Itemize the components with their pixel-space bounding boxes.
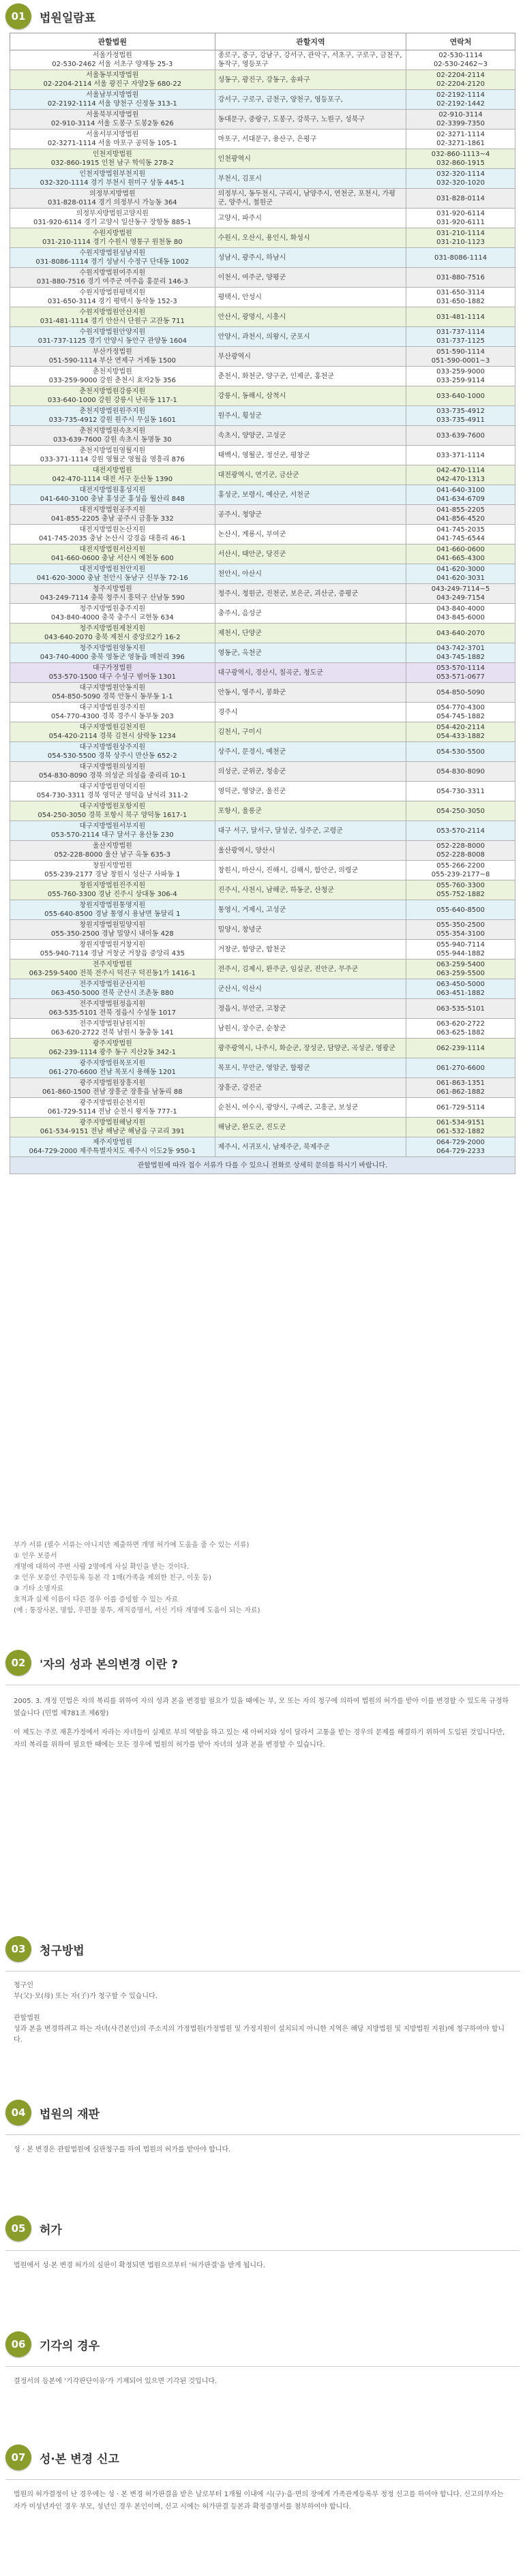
table-row	[10, 861, 515, 880]
contact-cell: 02-3271-1114 02-3271-1861	[406, 129, 515, 149]
table-row	[10, 624, 515, 643]
table-row	[10, 683, 515, 703]
court-name-cell: 대전지방법원 042-470-1114 대전 서구 둔산동 1390	[10, 465, 215, 485]
court-name-cell: 대전지방법원서산지원 041-660-0600 충남 서산시 예천동 600	[10, 545, 215, 564]
section-title: 성·본 변경 신고	[40, 2452, 119, 2466]
section-02-header	[5, 1649, 178, 1676]
contact-cell: 031-737-1114 031-737-1125	[406, 327, 515, 347]
contact-cell: 033-639-7600	[406, 426, 515, 446]
table-row	[10, 742, 515, 762]
contact-cell: 052-228-8000 052-228-8008	[406, 841, 515, 861]
table-row	[10, 485, 515, 505]
section-05-body	[14, 2260, 511, 2279]
contact-cell: 041-640-3100 041-634-6709	[406, 485, 515, 505]
region-cell: 진주시, 사천시, 남해군, 하동군, 산청군	[215, 880, 406, 900]
region-cell: 동대문구, 중랑구, 도봉구, 강북구, 노원구, 성북구	[215, 110, 406, 129]
contact-cell: 061-863-1351 061-862-1882	[406, 1078, 515, 1098]
table-footer-row	[10, 1157, 515, 1174]
region-cell: 순천시, 여수시, 광양시, 구례군, 고흥군, 보성군	[215, 1098, 406, 1118]
region-cell: 홍성군, 보령시, 예산군, 서천군	[215, 485, 406, 505]
table-row	[10, 90, 515, 110]
region-cell: 대구 서구, 달서구, 달성군, 성주군, 고령군	[215, 821, 406, 841]
table-row	[10, 1137, 515, 1157]
table-row	[10, 979, 515, 999]
section-number-badge: 02	[5, 1650, 31, 1676]
table-row	[10, 525, 515, 545]
court-name-cell: 제주지방법원 064-729-2000 제주특별자치도 제주시 이도2동 950-1	[10, 1137, 215, 1157]
contact-cell: 063-259-5400 063-259-5500	[406, 960, 515, 979]
region-cell: 광주광역시, 나주시, 화순군, 장성군, 담양군, 곡성군, 영광군	[215, 1039, 406, 1058]
region-cell: 서산시, 태안군, 당진군	[215, 545, 406, 564]
contact-cell: 053-570-1114 053-571-0677	[406, 663, 515, 683]
region-cell: 울산광역시, 양산시	[215, 841, 406, 861]
paragraph: 법원에서 성·본 변경 허가의 심판이 확정되면 법원으로부터 '허가판결'을 받게 됩니다.	[14, 2262, 265, 2269]
section-number-badge: 05	[5, 2215, 31, 2241]
table-row	[10, 920, 515, 940]
region-cell: 밀양시, 창녕군	[215, 920, 406, 940]
region-cell: 제주시, 서귀포시, 남제주군, 북제주군	[215, 1137, 406, 1157]
region-cell: 마포구, 서대문구, 용산구, 은평구	[215, 129, 406, 149]
divider	[5, 2479, 520, 2480]
section-number-badge: 04	[5, 2100, 31, 2126]
paragraph: 결정서의 등본에 '기각판단이유'가 기재되어 있으면 기각된 것입니다.	[14, 2378, 217, 2385]
section-title: 허가	[40, 2223, 62, 2237]
section-05-header	[5, 2215, 62, 2242]
contact-cell: 063-535-5101	[406, 999, 515, 1019]
contact-cell: 054-530-5500	[406, 742, 515, 762]
contact-cell: 061-534-9151 061-532-1882	[406, 1118, 515, 1137]
table-row	[10, 564, 515, 584]
region-cell: 군산시, 익산시	[215, 979, 406, 999]
table-row	[10, 821, 515, 841]
section-04-body	[14, 2144, 511, 2163]
court-name-cell: 광주지방법원순천지원 061-729-5114 전남 순천시 왕지동 777-1	[10, 1098, 215, 1118]
note-line: ② 인우 보증인 주민등록 등본 각 1매(가족을 제외한 친구, 이웃 등)	[14, 1574, 211, 1582]
table-row	[10, 347, 515, 367]
divider	[5, 2366, 520, 2367]
court-table	[10, 33, 515, 1174]
note-line: ① 인우 보증서	[14, 1552, 57, 1560]
court-name-cell: 광주지방법원장흥지원 061-860-1500 전남 장흥군 장흥읍 남동리 88	[10, 1078, 215, 1098]
table-row	[10, 228, 515, 248]
section-06-header	[5, 2331, 100, 2358]
court-name-cell: 춘천지방법원강릉지원 033-640-1000 강원 강릉시 난곡동 117-1	[10, 386, 215, 406]
table-row	[10, 248, 515, 268]
court-name-cell: 춘천지방법원 033-259-9000 강원 춘천시 효자2동 356	[10, 367, 215, 386]
region-cell: 목포시, 무안군, 영암군, 함평군	[215, 1058, 406, 1078]
contact-cell: 033-371-1114	[406, 446, 515, 465]
court-name-cell: 울산지방법원 052-228-8000 울산 남구 옥동 635-3	[10, 841, 215, 861]
court-name-cell: 서울가정법원 02-530-2462 서울 서초구 양재동 25-3	[10, 50, 215, 70]
court-name-cell: 대전지방법원논산지원 041-745-2035 충남 논산시 강경읍 대흥리 46-1	[10, 525, 215, 545]
court-name-cell: 창원지방법원진주지원 055-760-3300 경남 진주시 상대동 306-4	[10, 880, 215, 900]
section-06-body	[14, 2376, 511, 2395]
header-region: 관할지역	[215, 33, 406, 50]
court-name-cell: 수원지방법원성남지원 031-8086-1114 경기 성남시 수정구 단대동 1002	[10, 248, 215, 268]
contact-cell: 061-270-6600	[406, 1058, 515, 1078]
paragraph: 관할법원	[14, 2014, 40, 2022]
region-cell: 해남군, 완도군, 진도군	[215, 1118, 406, 1137]
contact-cell: 033-735-4912 033-735-4911	[406, 406, 515, 426]
region-cell: 속초시, 양양군, 고성군	[215, 426, 406, 446]
court-name-cell: 청주지방법원제천지원 043-640-2070 충북 제천시 중앙로2가 16-2	[10, 624, 215, 643]
region-cell: 의성군, 군위군, 청송군	[215, 762, 406, 782]
header-court: 관할법원	[10, 33, 215, 50]
court-name-cell: 춘천지방법원원주지원 033-735-4912 강원 원주시 무실동 1601	[10, 406, 215, 426]
section-03-body	[14, 1980, 511, 2046]
court-name-cell: 수원지방법원안양지원 031-737-1125 경기 안양시 동안구 관양동 1604	[10, 327, 215, 347]
paragraph: 2005. 3. 개정 민법은 자의 복리를 위하여 자의 성과 본을 변경할 필요가 있을 때에는 부, 모 또는 자의 청구에 의하여 법원의 허가를 받아 이를 변경할 수 있도록 규정하였습니다 (민법 제781조 제6항)	[14, 1698, 509, 1717]
court-name-cell: 전주지방법원 063-259-5400 전북 전주시 덕진구 덕진동1가 1416-1	[10, 960, 215, 979]
region-cell: 안산시, 광명시, 시흥시	[215, 307, 406, 327]
table-row	[10, 169, 515, 189]
table-row	[10, 782, 515, 801]
court-name-cell: 대구가정법원 053-570-1500 대구 수성구 범어동 1301	[10, 663, 215, 683]
table-row	[10, 1078, 515, 1098]
region-cell: 남원시, 장수군, 순창군	[215, 1019, 406, 1039]
table-row	[10, 268, 515, 288]
table-row	[10, 327, 515, 347]
note-line: 개명에 대하여 주변 사람 2명에게 사실 확인을 받는 것이다.	[14, 1563, 190, 1571]
divider	[5, 2250, 520, 2251]
region-cell: 전주시, 김제시, 완주군, 임실군, 진안군, 무주군	[215, 960, 406, 979]
court-name-cell: 대구지방법원의성지원 054-830-8090 경북 의성군 의성읍 중리리 10-1	[10, 762, 215, 782]
region-cell: 청주시, 청원군, 진천군, 보은군, 괴산군, 증평군	[215, 584, 406, 604]
contact-cell: 032-860-1113~4 032-860-1915	[406, 149, 515, 169]
region-cell: 통영시, 거제시, 고성군	[215, 900, 406, 920]
court-name-cell: 부산가정법원 051-590-1114 부산 연제구 거제동 1500	[10, 347, 215, 367]
contact-cell: 041-855-2205 041-856-4520	[406, 505, 515, 525]
table-row	[10, 643, 515, 663]
court-name-cell: 서울동부지방법원 02-2204-2114 서울 광진구 자양2동 680-22	[10, 70, 215, 90]
region-cell: 춘천시, 화천군, 양구군, 인제군, 홍천군	[215, 367, 406, 386]
contact-cell: 055-266-2200 055-239-2177~8	[406, 861, 515, 880]
contact-cell: 041-660-0600 041-665-4300	[406, 545, 515, 564]
section-07-header	[5, 2444, 119, 2471]
region-cell: 포항시, 울릉군	[215, 801, 406, 821]
table-row	[10, 900, 515, 920]
table-row	[10, 545, 515, 564]
region-cell: 상주시, 문경시, 예천군	[215, 742, 406, 762]
court-name-cell: 대전지방법원홍성지원 041-640-3100 충남 홍성군 홍성읍 월산리 848	[10, 485, 215, 505]
section-02-body	[14, 1696, 511, 1758]
contact-cell: 031-920-6114 031-920-6111	[406, 209, 515, 228]
contact-cell: 043-742-3701 043-745-1882	[406, 643, 515, 663]
contact-cell: 063-450-5000 063-451-1882	[406, 979, 515, 999]
table-row	[10, 307, 515, 327]
court-name-cell: 광주지방법원목포지원 061-270-6600 전남 목포시 용해동 1201	[10, 1058, 215, 1078]
region-cell: 의정부시, 동두천시, 구리시, 남양주시, 연천군, 포천시, 가평군, 양주시, 철원군	[215, 189, 406, 209]
contact-cell: 02-530-1114 02-530-2462~3	[406, 50, 515, 70]
region-cell: 평택시, 안성시	[215, 288, 406, 307]
table-row	[10, 209, 515, 228]
region-cell: 논산시, 계룡시, 부여군	[215, 525, 406, 545]
contact-cell: 031-828-0114	[406, 189, 515, 209]
court-name-cell: 의정부지방법원고양지원 031-920-6114 경기 고양시 일산동구 장항동 885-1	[10, 209, 215, 228]
court-table-body	[10, 50, 515, 1157]
court-name-cell: 청주지방법원충주지원 043-840-4000 충북 충주시 교현동 634	[10, 604, 215, 624]
court-name-cell: 수원지방법원안산지원 031-481-1114 경기 안산시 단원구 고잔동 711	[10, 307, 215, 327]
table-row	[10, 50, 515, 70]
contact-cell: 054-850-5090	[406, 683, 515, 703]
section-number-badge: 01	[5, 3, 31, 29]
table-row	[10, 149, 515, 169]
paragraph: 부(父)·모(母) 또는 자(子)가 청구할 수 있습니다.	[14, 1993, 158, 2000]
contact-cell: 062-239-1114	[406, 1039, 515, 1058]
region-cell: 성동구, 광진구, 강동구, 송파구	[215, 70, 406, 90]
region-cell: 충주시, 음성군	[215, 604, 406, 624]
section-number-badge: 03	[5, 1936, 31, 1962]
contact-cell: 031-8086-1114	[406, 248, 515, 268]
court-name-cell: 전주지방법원남원지원 063-620-2722 전북 남원시 동충동 141	[10, 1019, 215, 1039]
contact-cell: 054-250-3050	[406, 801, 515, 821]
table-row	[10, 999, 515, 1019]
table-row	[10, 110, 515, 129]
table-footer-note: 관할법원에 따라 접수 서류가 다를 수 있으니 전화로 상세히 문의를 하시기 바랍니다.	[10, 1157, 515, 1174]
court-name-cell: 춘천지방법원속초지원 033-639-7600 강원 속초시 동명동 30	[10, 426, 215, 446]
contact-cell: 054-730-3311	[406, 782, 515, 801]
region-cell: 이천시, 여주군, 양평군	[215, 268, 406, 288]
note-line: ③ 기타 소명자료	[14, 1585, 64, 1593]
contact-cell: 055-940-7114 055-944-1882	[406, 940, 515, 960]
region-cell: 수원시, 오산시, 용인시, 화성시	[215, 228, 406, 248]
region-cell: 영동군, 옥천군	[215, 643, 406, 663]
contact-cell: 032-320-1114 032-320-1020	[406, 169, 515, 189]
table-row	[10, 880, 515, 900]
table-row	[10, 426, 515, 446]
court-name-cell: 서울서부지방법원 02-3271-1114 서울 마포구 공덕동 105-1	[10, 129, 215, 149]
court-name-cell: 창원지방법원통영지원 055-640-8500 경남 통영시 용남면 동달리 1	[10, 900, 215, 920]
table-row	[10, 70, 515, 90]
court-name-cell: 창원지방법원거창지원 055-940-7114 경남 거창군 거창읍 중앙리 435	[10, 940, 215, 960]
court-name-cell: 대구지방법원상주지원 054-530-5500 경북 상주시 만산동 652-2	[10, 742, 215, 762]
contact-cell: 055-640-8500	[406, 900, 515, 920]
region-cell: 대전광역시, 연기군, 금산군	[215, 465, 406, 485]
table-row	[10, 288, 515, 307]
table-row	[10, 841, 515, 861]
section-01-header	[5, 3, 95, 30]
contact-cell: 055-760-3300 055-752-1882	[406, 880, 515, 900]
table-row	[10, 960, 515, 979]
region-cell: 종로구, 중구, 강남구, 강서구, 관악구, 서초구, 구로구, 금천구, 동작구, 영등포구	[215, 50, 406, 70]
court-name-cell: 수원지방법원 031-210-1114 경기 수원시 영통구 원천동 80	[10, 228, 215, 248]
court-name-cell: 창원지방법원 055-239-2177 경남 창원시 성산구 사파동 1	[10, 861, 215, 880]
court-name-cell: 대구지방법원김천지원 054-420-2114 경북 김천시 삼락동 1234	[10, 722, 215, 742]
section-04-header	[5, 2099, 100, 2126]
court-name-cell: 춘천지방법원영월지원 033-371-1114 강원 영월군 영월읍 영흥리 876	[10, 446, 215, 465]
table-row	[10, 1058, 515, 1078]
table-row	[10, 1098, 515, 1118]
court-name-cell: 청주지방법원 043-249-7114 충북 청주시 흥덕구 산남동 590	[10, 584, 215, 604]
region-cell: 경주시	[215, 703, 406, 722]
note-line: 호적과 실제 이름이 다른 경우 이를 증빙할 수 있는 자료	[14, 1596, 179, 1604]
table-row	[10, 1039, 515, 1058]
contact-cell: 043-840-4000 043-845-6000	[406, 604, 515, 624]
contact-cell: 031-210-1114 031-210-1123	[406, 228, 515, 248]
table-header-row	[10, 33, 515, 50]
court-name-cell: 인천지방법원 032-860-1915 인천 남구 학익동 278-2	[10, 149, 215, 169]
court-name-cell: 대구지방법원포항지원 054-250-3050 경북 포항시 북구 양덕동 1617-1	[10, 801, 215, 821]
contact-cell: 031-481-1114	[406, 307, 515, 327]
court-name-cell: 전주지방법원군산지원 063-450-5000 전북 군산시 조촌동 880	[10, 979, 215, 999]
region-cell: 부천시, 김포시	[215, 169, 406, 189]
court-name-cell: 전주지방법원정읍지원 063-535-5101 전북 정읍시 수성동 1017	[10, 999, 215, 1019]
region-cell: 태백시, 영월군, 정선군, 평창군	[215, 446, 406, 465]
header-contact: 연락처	[406, 33, 515, 50]
region-cell: 제천시, 단양군	[215, 624, 406, 643]
contact-cell: 063-620-2722 063-625-1882	[406, 1019, 515, 1039]
section-number-badge: 06	[5, 2331, 31, 2357]
region-cell: 영덕군, 영양군, 울진군	[215, 782, 406, 801]
region-cell: 김천시, 구미시	[215, 722, 406, 742]
court-name-cell: 수원지방법원평택지원 031-650-3114 경기 평택시 동삭동 152-3	[10, 288, 215, 307]
contact-cell: 02-2192-1114 02-2192-1442	[406, 90, 515, 110]
section-07-body	[14, 2489, 511, 2520]
contact-cell: 042-470-1114 042-470-1313	[406, 465, 515, 485]
table-row	[10, 604, 515, 624]
court-name-cell: 광주지방법원해남지원 061-534-9151 전남 해남군 해남읍 구교리 391	[10, 1118, 215, 1137]
table-row	[10, 1118, 515, 1137]
table-row	[10, 940, 515, 960]
table-row	[10, 386, 515, 406]
court-name-cell: 대전지방법원공주지원 041-855-2205 충남 공주시 금흥동 332	[10, 505, 215, 525]
court-name-cell: 의정부지방법원 031-828-0114 경기 의정부시 가능동 364	[10, 189, 215, 209]
table-row	[10, 505, 515, 525]
paragraph: 성 · 본 변경은 관할법원에 심판청구를 하여 법원의 허가를 받아야 합니다.	[14, 2146, 231, 2153]
court-name-cell: 광주지방법원 062-239-1114 광주 동구 지산2동 342-1	[10, 1039, 215, 1058]
section-title: 법원의 재판	[40, 2107, 100, 2121]
contact-cell: 043-249-7114~5 043-249-7154	[406, 584, 515, 604]
paragraph: 성과 본을 변경하려고 하는 자녀(사건본인)의 주소지의 가정법원(가정법원 및 가정지원이 설치되지 아니한 지역은 해당 지방법원 및 지방법원 지원)에 청구하여야 합니다.	[14, 2025, 505, 2044]
paragraph: 법원의 허가결정이 난 경우에는 성 · 본 변경 허가판결을 받은 날로부터 1개월 이내에 시(구)·읍·면의 장에게 가족관계등록부 정정 신고를 하여야 합니다. 신고의무자는 자가 미성년자인 경우 부모, 성년인 경우 본인이며, 신고 시에는 허가판결 등본과 확정증명서를 첨부하여야 합니다.	[14, 2491, 504, 2511]
section-title: '자의 성과 본의변경 이란 ?	[40, 1657, 178, 1672]
region-cell: 정읍시, 부안군, 고창군	[215, 999, 406, 1019]
contact-cell: 033-640-1000	[406, 386, 515, 406]
contact-cell: 061-729-5114	[406, 1098, 515, 1118]
paragraph: 이 제도는 주로 재혼가정에서 자라는 자녀들이 실제로 부의 역할을 하고 있는 새 아버지와 성이 달라서 고통을 받는 경우의 문제를 해결하기 위하여 도입된 것입니다만, 자의 복리를 위하여 필요한 때에는 모든 경우에 법원의 허가를 받아 자녀의 성과 본을 변경할 수 있습니다.	[14, 1729, 505, 1749]
contact-cell: 054-830-8090	[406, 762, 515, 782]
region-cell: 거창군, 함양군, 합천군	[215, 940, 406, 960]
divider	[5, 2134, 520, 2135]
region-cell: 원주시, 횡성군	[215, 406, 406, 426]
court-name-cell: 수원지방법원여주지원 031-880-7516 경기 여주군 여주읍 홍문리 146-3	[10, 268, 215, 288]
table-row	[10, 584, 515, 604]
court-name-cell: 대전지방법원천안지원 041-620-3000 충남 천안시 동남구 신부동 72-16	[10, 564, 215, 584]
contact-cell: 051-590-1114 051-590-0001~3	[406, 347, 515, 367]
table-row	[10, 465, 515, 485]
contact-cell: 041-620-3000 041-620-3031	[406, 564, 515, 584]
contact-cell: 031-880-7516	[406, 268, 515, 288]
court-name-cell: 서울남부지방법원 02-2192-1114 서울 양천구 신정동 313-1	[10, 90, 215, 110]
section-03-header	[5, 1935, 85, 1963]
court-name-cell: 대구지방법원안동지원 054-850-5090 경북 안동시 동부동 1-1	[10, 683, 215, 703]
region-cell: 강릉시, 동해시, 삼척시	[215, 386, 406, 406]
court-name-cell: 대구지방법원영덕지원 054-730-3311 경북 영덕군 영덕읍 남석리 311-2	[10, 782, 215, 801]
region-cell: 안동시, 영주시, 봉화군	[215, 683, 406, 703]
contact-cell: 064-729-2000 064-729-2233	[406, 1137, 515, 1157]
table-row	[10, 801, 515, 821]
region-cell: 창원시, 마산시, 진해시, 김해시, 함안군, 의령군	[215, 861, 406, 880]
section-title: 기각의 경우	[40, 2339, 100, 2353]
court-name-cell: 대구지방법원경주지원 054-770-4300 경북 경주시 동부동 203	[10, 703, 215, 722]
table-row	[10, 189, 515, 209]
region-cell: 고양시, 파주시	[215, 209, 406, 228]
paragraph: 청구인	[14, 1982, 33, 1989]
region-cell: 공주시, 청양군	[215, 505, 406, 525]
contact-cell: 02-2204-2114 02-2204-2120	[406, 70, 515, 90]
supplementary-notes	[14, 1540, 505, 1616]
table-row	[10, 703, 515, 722]
court-name-cell: 청주지방법원영동지원 043-740-4000 충북 영동군 영동읍 매천리 396	[10, 643, 215, 663]
region-cell: 천안시, 아산시	[215, 564, 406, 584]
region-cell: 성남시, 광주시, 하남시	[215, 248, 406, 268]
court-name-cell: 대구지방법원서부지원 053-570-2114 대구 달서구 용산동 230	[10, 821, 215, 841]
contact-cell: 041-745-2035 041-745-6544	[406, 525, 515, 545]
court-name-cell: 서울북부지방법원 02-910-3114 서울 도봉구 도봉2동 626	[10, 110, 215, 129]
region-cell: 안양시, 과천시, 의왕시, 군포시	[215, 327, 406, 347]
court-name-cell: 인천지방법원부천지원 032-320-1114 경기 부천시 원미구 상동 445-1	[10, 169, 215, 189]
note-line: 부가 서류 (필수 서류는 아니지만 제출하면 개명 허가에 도움을 줄 수 있는 서류)	[14, 1542, 250, 1549]
table-row	[10, 663, 515, 683]
contact-cell: 054-420-2114 054-433-1882	[406, 722, 515, 742]
section-title: 청구방법	[40, 1944, 85, 1958]
note-line: (예 : 통장사본, 명함, 우편물 봉투, 재직증명서, 서신 기타 개명에 도움이 되는 자료)	[14, 1607, 260, 1614]
contact-cell: 043-640-2070	[406, 624, 515, 643]
table-row	[10, 446, 515, 465]
contact-cell: 055-350-2500 055-354-3100	[406, 920, 515, 940]
contact-cell: 054-770-4300 054-745-1882	[406, 703, 515, 722]
region-cell: 강서구, 구로구, 금천구, 양천구, 영등포구,	[215, 90, 406, 110]
court-name-cell: 창원지방법원밀양지원 055-350-2500 경남 밀양시 내이동 428	[10, 920, 215, 940]
region-cell: 인천광역시	[215, 149, 406, 169]
contact-cell: 053-570-2114	[406, 821, 515, 841]
contact-cell: 031-650-3114 031-650-1882	[406, 288, 515, 307]
region-cell: 대구광역시, 경산시, 칠곡군, 청도군	[215, 663, 406, 683]
section-title: 법원일람표	[40, 11, 96, 25]
table-row	[10, 722, 515, 742]
contact-cell: 02-910-3114 02-3399-7350	[406, 110, 515, 129]
table-row	[10, 762, 515, 782]
divider	[5, 1971, 520, 1972]
table-row	[10, 1019, 515, 1039]
table-row	[10, 406, 515, 426]
region-cell: 부산광역시	[215, 347, 406, 367]
table-row	[10, 129, 515, 149]
contact-cell: 033-259-9000 033-259-9114	[406, 367, 515, 386]
region-cell: 장흥군, 강진군	[215, 1078, 406, 1098]
table-row	[10, 367, 515, 386]
section-number-badge: 07	[5, 2444, 31, 2470]
